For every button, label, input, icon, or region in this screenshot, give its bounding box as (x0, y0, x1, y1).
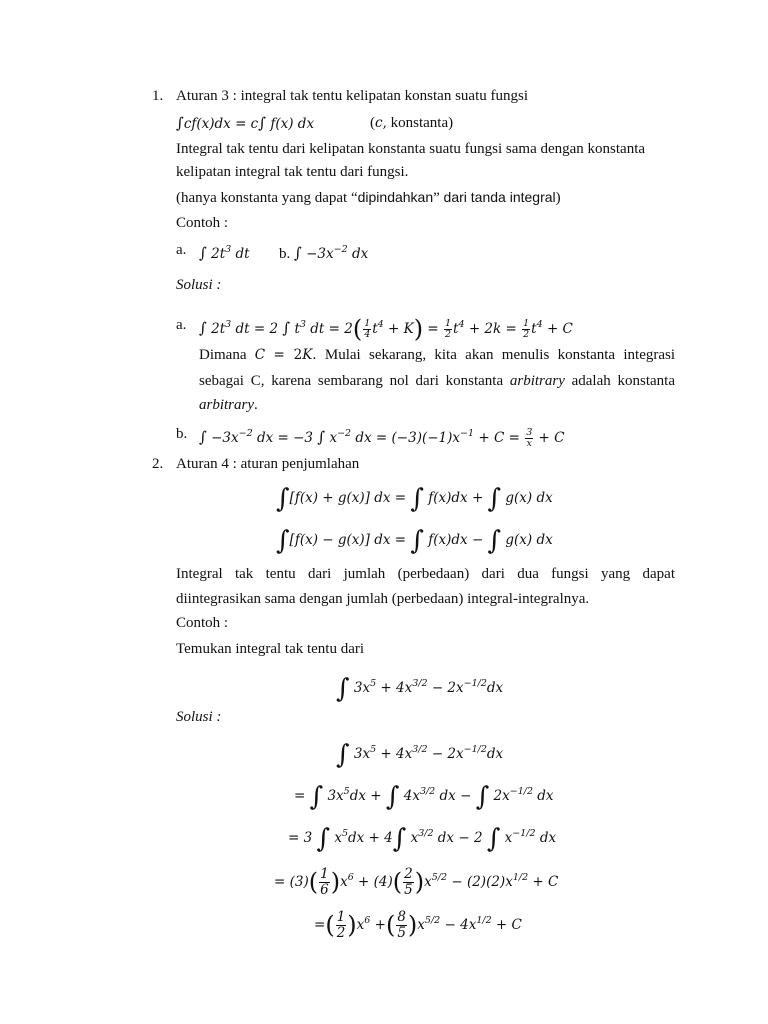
item1-sol-a-equation: ∫ $2t^3$ dt = 2 ∫ $t^3$ dt = 2( $\frac{1}{4}$ $t^4 + K$) = $\frac{1}{2}$ $t^4 + 2k$ = $\frac{1}{2}$ $t^4 + C$ (199, 315, 573, 343)
item2-step0: ∫ $3x^5 + 4x^{3/2} - 2x^{-1/2}dx$ (336, 740, 504, 770)
item1-sol-b-label: b. (176, 426, 188, 442)
item2-step1: = ∫ $3x^5dx$ + ∫ $4x^{3/2}$ dx − ∫ $2x^{-1/2}$ dx (294, 782, 554, 812)
item2-step3: = (3)( $\frac{1}{6}$ )$x^6 + (4)$( $\frac{2}{5}$ )$x^{5/2} - (2)(2)x^{1/2} + C$ (274, 866, 559, 898)
item2-problem: ∫ $3x^5 + 4x^{3/2} - 2x^{-1/2}dx$ (336, 674, 504, 704)
item2-heading: Aturan 4 : aturan penjumlahan (176, 456, 360, 472)
item2-step4: =( $\frac{1}{2}$ )$x^6$ +( $\frac{8}{5}$ )$x^{5/2} - 4x^{1/2} + C$ (314, 909, 522, 941)
item1-note: (hanya konstanta yang dapat “dipindahkan” dari tanda integral) (176, 189, 561, 206)
item2-desc-line1: Integral tak tentu dari jumlah (perbedaan) dari dua fungsi yang dapat (176, 566, 675, 582)
item1-sol-a-label: a. (176, 317, 187, 333)
item1-desc-line2: kelipatan integral tak tentu dari fungsi. (176, 164, 409, 180)
item2-formula-diff: ∫[f(x) − g(x)] dx = ∫ f(x)dx − ∫ g(x) dx (276, 526, 553, 556)
item1-desc-line1: Integral tak tentu dari kelipatan konstanta suatu fungsi sama dengan konstanta (176, 141, 646, 157)
item2-number: 2. (152, 456, 164, 472)
item1-sol-b-equation: ∫ $-3x^{-2}$ dx = −3 ∫ $x^{-2}$ dx = $(-3)(-1)x^{-1} + C$ = $\frac{3}{x}$ + C (199, 427, 565, 449)
item1-solusi-label: Solusi : (176, 277, 222, 293)
item1-rule-note: (c, konstanta) (370, 115, 454, 131)
item2-desc-line2: diintegrasikan sama dengan jumlah (perbedaan) integral-integralnya. (176, 591, 590, 607)
item2-formula-sum: ∫[f(x) + g(x)] dx = ∫ f(x)dx + ∫ g(x) dx (276, 484, 553, 514)
item1-sol-a-text-line1: Dimana C = 2K. Mulai sekarang, kita akan menulis konstanta integrasi (199, 347, 676, 363)
item1-sol-a-text-line3: arbitrary. (199, 397, 258, 413)
item1-contoh-label: Contoh : (176, 215, 229, 231)
item1-rule-formula: ∫cf(x)dx = c∫ f(x) dx (176, 114, 315, 132)
item1-number: 1. (152, 88, 164, 104)
item2-solusi-label: Solusi : (176, 709, 222, 725)
item2-contoh-label: Contoh : (176, 615, 229, 631)
item1-example-a-label: a. (176, 242, 187, 258)
item1-example-a: ∫ $2t^3$ dt (199, 244, 250, 262)
item1-heading: Aturan 3 : integral tak tentu kelipatan konstan suatu fungsi (176, 88, 529, 104)
item1-example-b: b. ∫ $-3x^{-2}$ dx (279, 244, 369, 262)
item1-sol-a-text-line2: sebagai C, karena sembarang nol dari konstanta arbitrary adalah konstanta (199, 373, 675, 389)
item2-step2: = 3 ∫ $x^5dx + 4\int$ $x^{3/2}$ dx − 2 ∫ $x^{-1/2}$ dx (288, 824, 557, 854)
item2-task: Temukan integral tak tentu dari (176, 641, 365, 657)
